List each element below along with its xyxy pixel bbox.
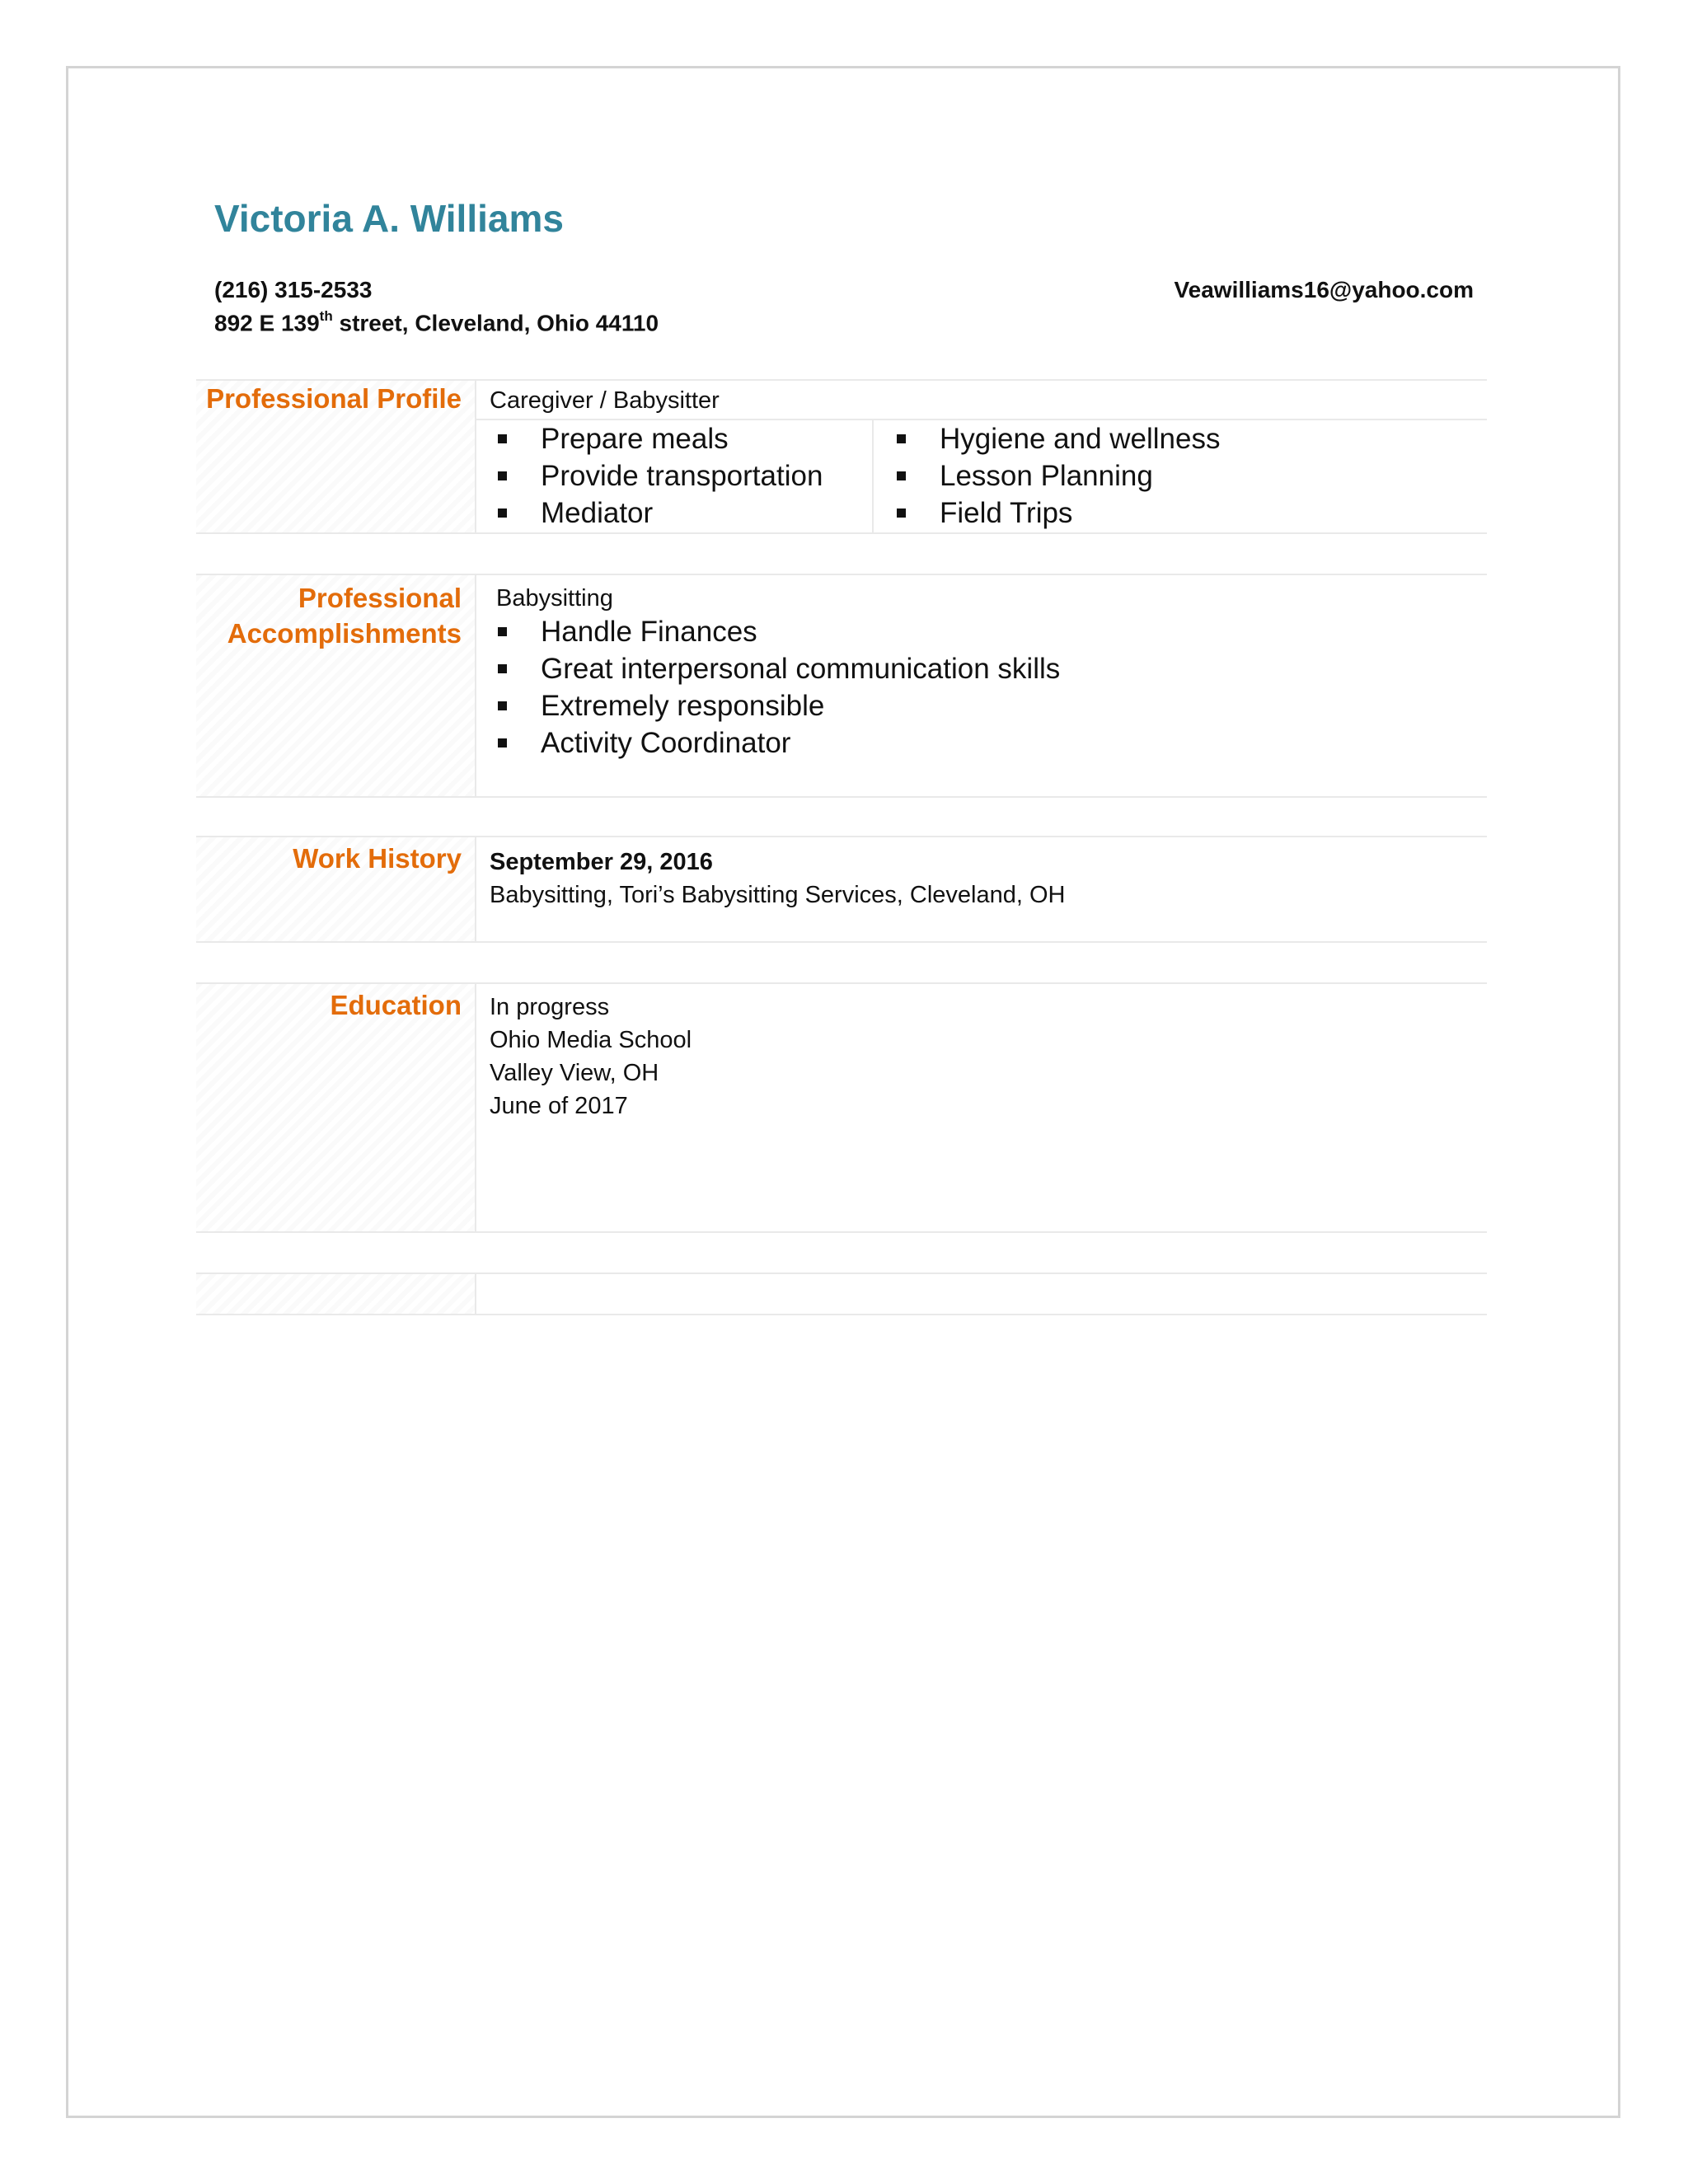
skill-text: Hygiene and wellness <box>940 423 1221 455</box>
bullet-icon <box>498 627 507 636</box>
rule <box>196 941 1487 943</box>
rule <box>196 532 1487 534</box>
profile-title: Caregiver / Babysitter <box>490 387 720 414</box>
work-label: Work History <box>293 843 462 874</box>
resume-name: Victoria A. Williams <box>214 197 564 240</box>
skill-item <box>892 420 1220 457</box>
bullet-icon <box>897 471 906 480</box>
bullet-icon <box>897 434 906 443</box>
accomplishments-label-line2: Accomplishments <box>227 618 462 649</box>
accomplishment-item <box>493 724 1060 762</box>
bullet-icon <box>498 434 507 443</box>
accomplishment-item <box>493 650 1060 687</box>
address-ordinal: th <box>319 308 333 324</box>
column-divider <box>475 836 476 943</box>
rule <box>196 574 1487 575</box>
skill-item <box>493 420 823 457</box>
bullet-icon <box>498 664 507 673</box>
accomplishment-text: Great interpersonal communication skills <box>541 653 1061 685</box>
column-divider <box>475 1272 476 1315</box>
education-line: Ohio Media School <box>490 1027 692 1053</box>
accomplishment-text: Handle Finances <box>541 616 757 648</box>
email-address: Veawilliams16@yahoo.com <box>1174 277 1474 302</box>
work-date: September 29, 2016 <box>490 849 713 875</box>
rule <box>196 982 1487 984</box>
skill-text: Mediator <box>541 497 654 529</box>
accomplishment-text: Activity Coordinator <box>541 727 791 759</box>
empty-label-bg <box>196 1274 476 1314</box>
accomplishment-item <box>493 613 1060 650</box>
column-divider <box>475 379 476 534</box>
skill-text: Provide transportation <box>541 460 823 492</box>
skill-text: Lesson Planning <box>940 460 1153 492</box>
accomplishment-text: Extremely responsible <box>541 690 825 722</box>
education-line: June of 2017 <box>490 1093 628 1119</box>
bullet-icon <box>897 509 906 518</box>
bullet-icon <box>498 509 507 518</box>
profile-label: Professional Profile <box>206 383 462 414</box>
column-divider <box>475 982 476 1233</box>
accomplishments-title: Babysitting <box>496 585 613 612</box>
work-detail: Babysitting, Tori’s Babysitting Services, Cleveland, OH <box>490 882 1066 908</box>
accomplishment-item <box>493 687 1060 724</box>
profile-skills-right <box>892 420 1220 532</box>
column-divider <box>475 574 476 798</box>
column-divider <box>872 419 874 534</box>
skill-item <box>892 494 1220 532</box>
rule <box>196 1231 1487 1233</box>
accomplishments-list <box>493 613 1060 762</box>
education-line: In progress <box>490 994 610 1020</box>
address-part-2: street, Cleveland, Ohio 44110 <box>332 310 659 336</box>
bullet-icon <box>498 738 507 748</box>
street-address <box>214 310 659 336</box>
rule <box>196 1314 1487 1315</box>
skill-item <box>493 457 823 494</box>
skill-item <box>892 457 1220 494</box>
education-details <box>490 991 692 1122</box>
education-label: Education <box>330 990 462 1020</box>
rule <box>196 1272 1487 1274</box>
rule <box>196 836 1487 837</box>
bullet-icon <box>498 471 507 480</box>
education-line: Valley View, OH <box>490 1060 659 1086</box>
skill-item <box>493 494 823 532</box>
skill-text: Field Trips <box>940 497 1073 529</box>
address-part-1: 892 E 139 <box>214 310 320 336</box>
bullet-icon <box>498 701 507 710</box>
rule <box>196 796 1487 798</box>
accomplishments-label-line1: Professional <box>298 583 462 613</box>
skill-text: Prepare meals <box>541 423 729 455</box>
accomplishments-label <box>227 580 462 651</box>
profile-skills-left <box>493 420 823 532</box>
phone-number: (216) 315-2533 <box>214 277 373 302</box>
